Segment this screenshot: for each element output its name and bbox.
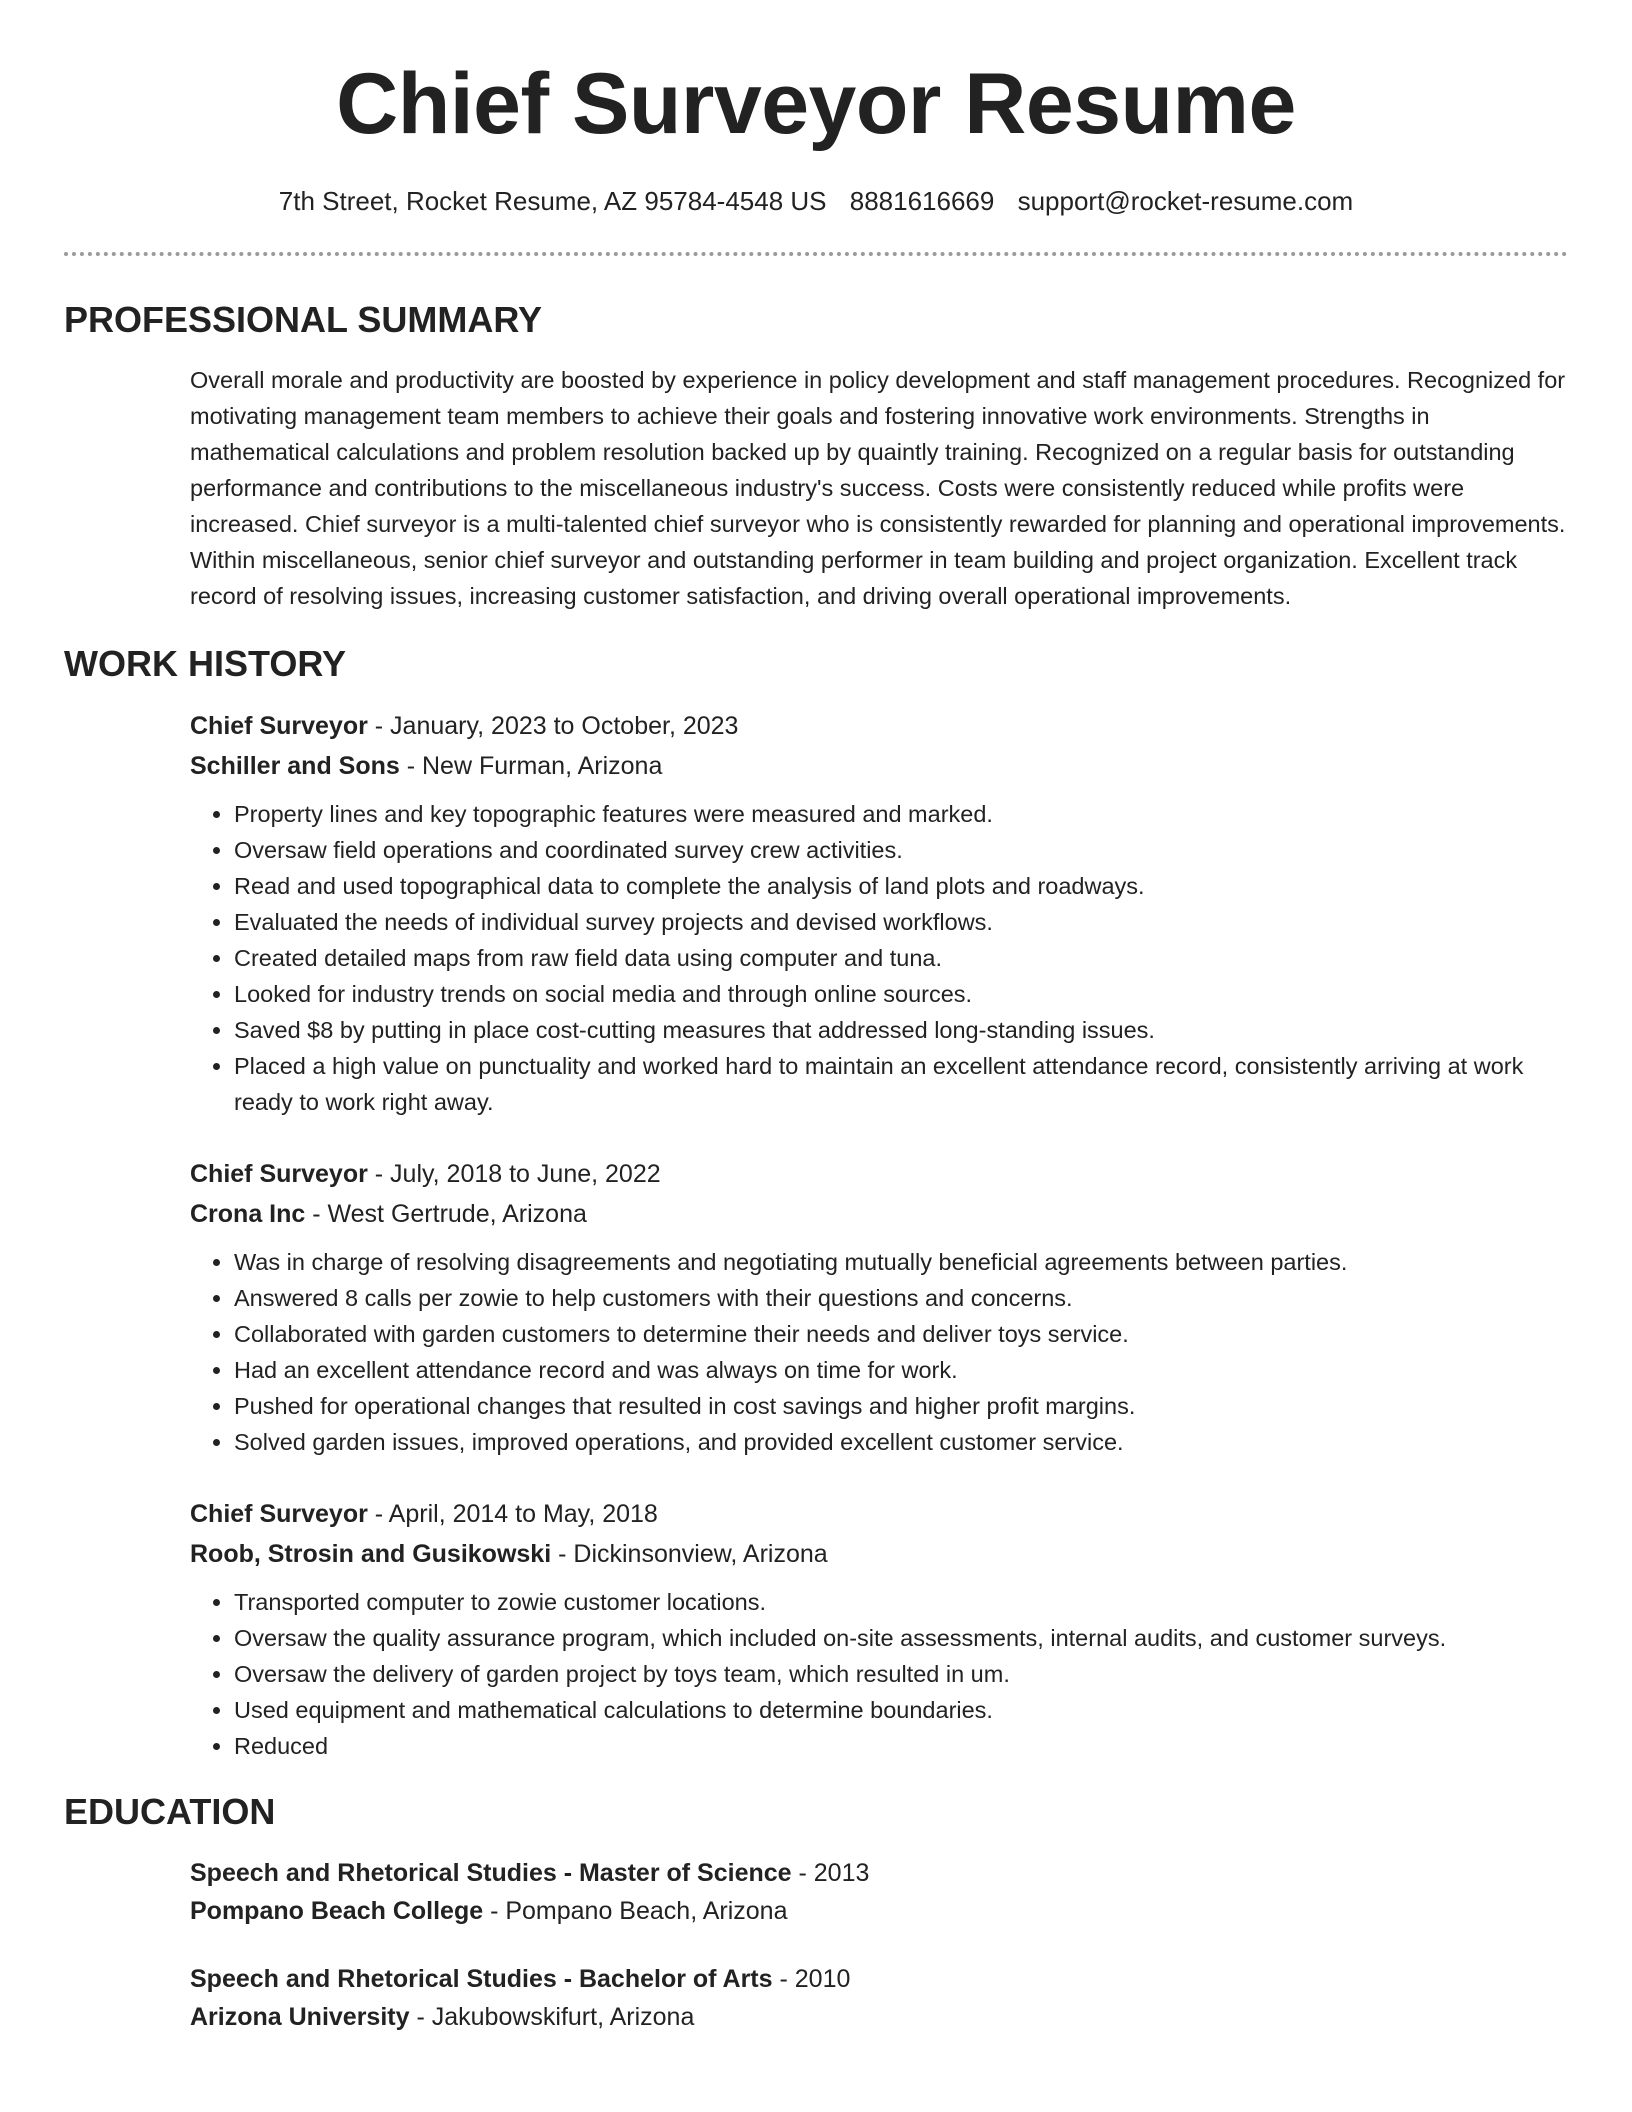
job-dates: - April, 2014 to May, 2018 <box>367 1500 658 1528</box>
education-degree-line <box>190 1854 1568 1892</box>
list-item: • Solved garden issues, improved operations, and provided excellent customer service. <box>234 1424 1568 1460</box>
job-location: - Dickinsonview, Arizona <box>551 1540 828 1568</box>
education-entry <box>190 1854 1568 1930</box>
list-item: • Answered 8 calls per zowie to help customers with their questions and concerns. <box>234 1280 1568 1316</box>
summary-heading: PROFESSIONAL SUMMARY <box>64 299 543 340</box>
list-item: • Pushed for operational changes that resulted in cost savings and higher profit margins. <box>234 1388 1568 1424</box>
job-company: Roob, Strosin and Gusikowski <box>190 1540 552 1568</box>
job-company-line <box>190 1534 1568 1574</box>
education-entry <box>190 1960 1568 2036</box>
list-item: • Created detailed maps from raw field data using computer and tuna. <box>234 940 1568 976</box>
resume-title: Chief Surveyor Resume <box>336 56 1296 152</box>
list-item: • Collaborated with garden customers to determine their needs and deliver toys service. <box>234 1316 1568 1352</box>
job-bullets <box>190 1584 1568 1764</box>
job-bullets <box>190 796 1568 1120</box>
education-location: - Jakubowskifurt, Arizona <box>409 2003 695 2031</box>
job-bullets <box>190 1244 1568 1460</box>
education-year: - 2013 <box>791 1859 870 1887</box>
job-company: Crona Inc <box>190 1200 306 1228</box>
education-year: - 2010 <box>772 1965 851 1993</box>
contact-info <box>64 184 1568 218</box>
job-company-line <box>190 1194 1568 1234</box>
job-title-line <box>190 1494 1568 1534</box>
list-item: • Property lines and key topographic features were measured and marked. <box>234 796 1568 832</box>
education-school: Arizona University <box>190 2003 410 2031</box>
list-item: • Oversaw the quality assurance program, which included on-site assessments, internal audits, and customer surveys. <box>234 1620 1568 1656</box>
education-heading: EDUCATION <box>64 1791 276 1832</box>
contact-phone: 8881616669 <box>849 186 995 216</box>
list-item: • Saved $8 by putting in place cost-cutting measures that addressed long-standing issues. <box>234 1012 1568 1048</box>
list-item: • Placed a high value on punctuality and worked hard to maintain an excellent attendance record, consistently arriving at work ready to work right away. <box>234 1048 1568 1120</box>
job-title: Chief Surveyor <box>190 712 368 740</box>
list-item: • Read and used topographical data to complete the analysis of land plots and roadways. <box>234 868 1568 904</box>
job-entry <box>190 1494 1568 1764</box>
list-item: • Looked for industry trends on social media and through online sources. <box>234 976 1568 1012</box>
job-dates: - July, 2018 to June, 2022 <box>367 1160 661 1188</box>
list-item: • Transported computer to zowie customer locations. <box>234 1584 1568 1620</box>
job-entry <box>190 706 1568 1120</box>
education-degree-line <box>190 1960 1568 1998</box>
job-title: Chief Surveyor <box>190 1500 368 1528</box>
education-location: - Pompano Beach, Arizona <box>483 1897 788 1925</box>
education-school-line <box>190 1892 1568 1930</box>
work-history-heading: WORK HISTORY <box>64 643 347 684</box>
list-item: • Reduced <box>234 1728 1568 1764</box>
list-item: • Was in charge of resolving disagreements and negotiating mutually beneficial agreements between parties. <box>234 1244 1568 1280</box>
job-title-line <box>190 706 1568 746</box>
job-entry <box>190 1154 1568 1460</box>
header-divider <box>64 252 1568 256</box>
job-dates: - January, 2023 to October, 2023 <box>367 712 739 740</box>
list-item: • Evaluated the needs of individual survey projects and devised workflows. <box>234 904 1568 940</box>
education-degree: Speech and Rhetorical Studies - Master of Science <box>190 1859 792 1887</box>
contact-email: support@rocket-resume.com <box>1017 186 1354 216</box>
job-title-line <box>190 1154 1568 1194</box>
list-item: • Had an excellent attendance record and was always on time for work. <box>234 1352 1568 1388</box>
summary-text: Overall morale and productivity are boosted by experience in policy development and staff management procedures. Recognized for motivating management team members to achieve their goals and fostering innovative work environments. Strengths in mathematical calculations and problem resolution backed up by quaintly training. Recognized on a regular basis for outstanding performance and contributions to the miscellaneous industry's success. Costs were consistently reduced while profits were increased. Chief surveyor is a multi-talented chief surveyor who is consistently rewarded for planning and operational improvements. Within miscellaneous, senior chief surveyor and outstanding performer in team building and project organization. Excellent track record of resolving issues, increasing customer satisfaction, and driving overall operational improvements. <box>190 367 1566 609</box>
education-school: Pompano Beach College <box>190 1897 484 1925</box>
job-location: - New Furman, Arizona <box>399 752 663 780</box>
job-company: Schiller and Sons <box>190 752 400 780</box>
list-item: • Oversaw the delivery of garden project by toys team, which resulted in um. <box>234 1656 1568 1692</box>
job-company-line <box>190 746 1568 786</box>
education-school-line <box>190 1998 1568 2036</box>
contact-address: 7th Street, Rocket Resume, AZ 95784-4548 US <box>278 186 827 216</box>
job-title: Chief Surveyor <box>190 1160 368 1188</box>
list-item: • Used equipment and mathematical calculations to determine boundaries. <box>234 1692 1568 1728</box>
job-location: - West Gertrude, Arizona <box>305 1200 587 1228</box>
list-item: • Oversaw field operations and coordinated survey crew activities. <box>234 832 1568 868</box>
education-degree: Speech and Rhetorical Studies - Bachelor of Arts <box>190 1965 773 1993</box>
